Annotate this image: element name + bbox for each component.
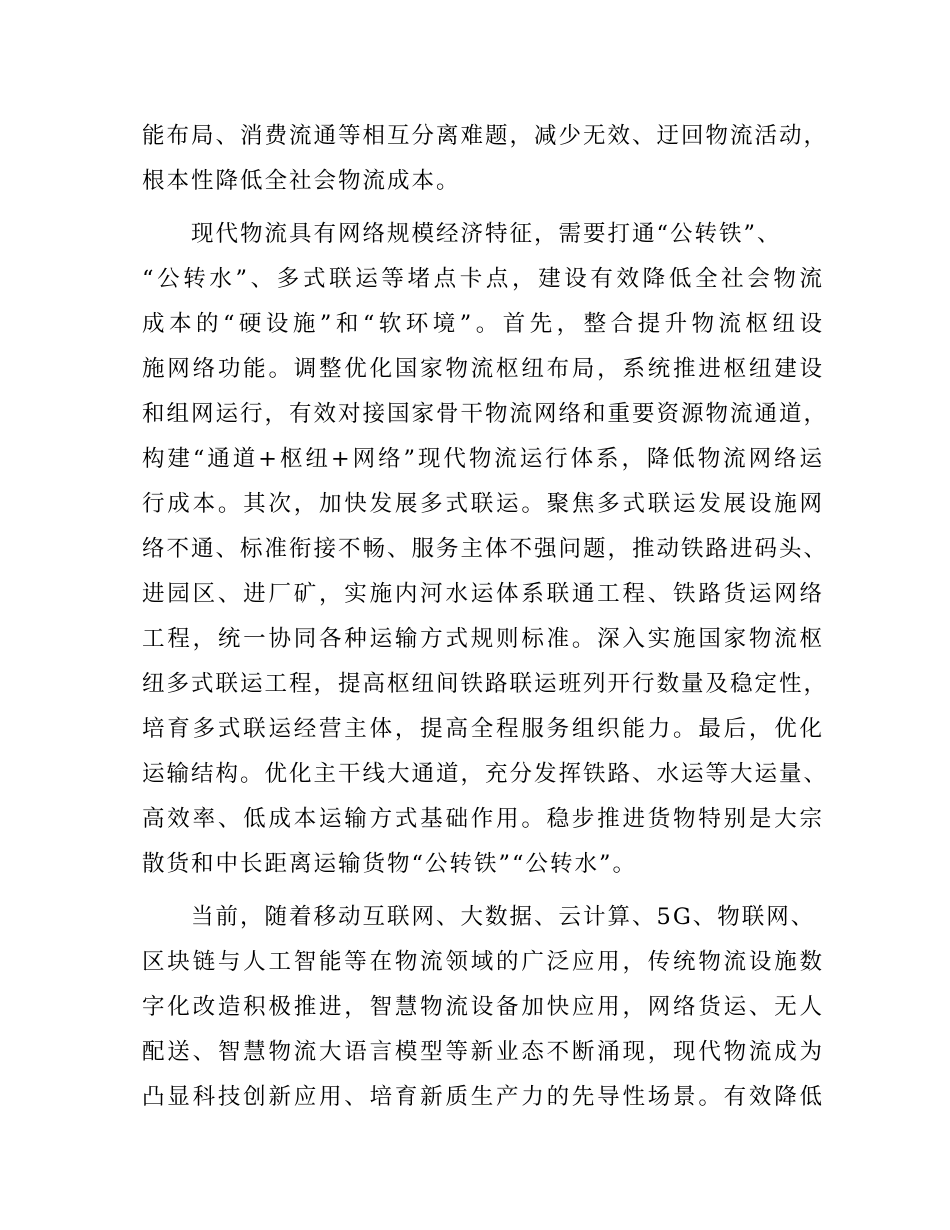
text-line: 络不通、标准衔接不畅、服务主体不强问题，推动铁路进码头、 (142, 536, 829, 562)
paragraph-1 (142, 114, 829, 204)
text-line: 高效率、低成本运输方式基础作用。稳步推进货物特别是大宗 (142, 806, 824, 832)
text-line: 和组网运行，有效对接国家骨干物流网络和重要资源物流通道， (142, 401, 829, 427)
paragraph-spacer (142, 204, 824, 212)
text-line: 当前，随着移动互联网、大数据、云计算、5G、物联网、 (142, 904, 816, 930)
text-line: 纽多式联运工程，提高枢纽间铁路联运班列开行数量及稳定性， (142, 671, 829, 697)
text-line: 散货和中长距离运输货物“公转铁”“公转水”。 (142, 851, 638, 877)
text-line: 凸显科技创新应用、培育新质生产力的先导性场景。有效降低 (142, 1084, 824, 1110)
text-line: 运输结构。优化主干线大通道，充分发挥铁路、水运等大运量、 (142, 761, 829, 787)
text-line: 行成本。其次，加快发展多式联运。聚焦多式联运发展设施网 (142, 491, 824, 517)
text-line: 施网络功能。调整优化国家物流枢纽布局，系统推进枢纽建设 (142, 356, 824, 382)
document-body (142, 114, 829, 1120)
text-line: 构建“通道+枢纽+网络”现代物流运行体系，降低物流网络运 (142, 446, 824, 472)
text-line: 现代物流具有网络规模经济特征，需要打通“公转铁”、 (142, 221, 782, 247)
text-line: 能布局、消费流通等相互分离难题，减少无效、迂回物流活动， (142, 123, 829, 149)
text-line: 培育多式联运经营主体，提高全程服务组织能力。最后，优化 (142, 716, 824, 742)
text-line: 区块链与人工智能等在物流领域的广泛应用，传统物流设施数 (142, 949, 824, 975)
text-line: 进园区、进厂矿，实施内河水运体系联通工程、铁路货运网络 (142, 581, 824, 607)
text-line: 成本的“硬设施”和“软环境”。首先，整合提升物流枢纽设 (142, 311, 824, 337)
text-line: 配送、智慧物流大语言模型等新业态不断涌现，现代物流成为 (142, 1039, 824, 1065)
text-line: 字化改造积极推进，智慧物流设备加快应用，网络货运、无人 (142, 994, 824, 1020)
text-line: 根本性降低全社会物流成本。 (142, 168, 461, 194)
paragraph-spacer (142, 887, 824, 895)
paragraph-2 (142, 212, 829, 887)
paragraph-3 (142, 895, 824, 1120)
text-line: 工程，统一协同各种运输方式规则标准。深入实施国家物流枢 (142, 626, 824, 652)
text-line: “公转水”、多式联运等堵点卡点，建设有效降低全社会物流 (142, 266, 824, 292)
